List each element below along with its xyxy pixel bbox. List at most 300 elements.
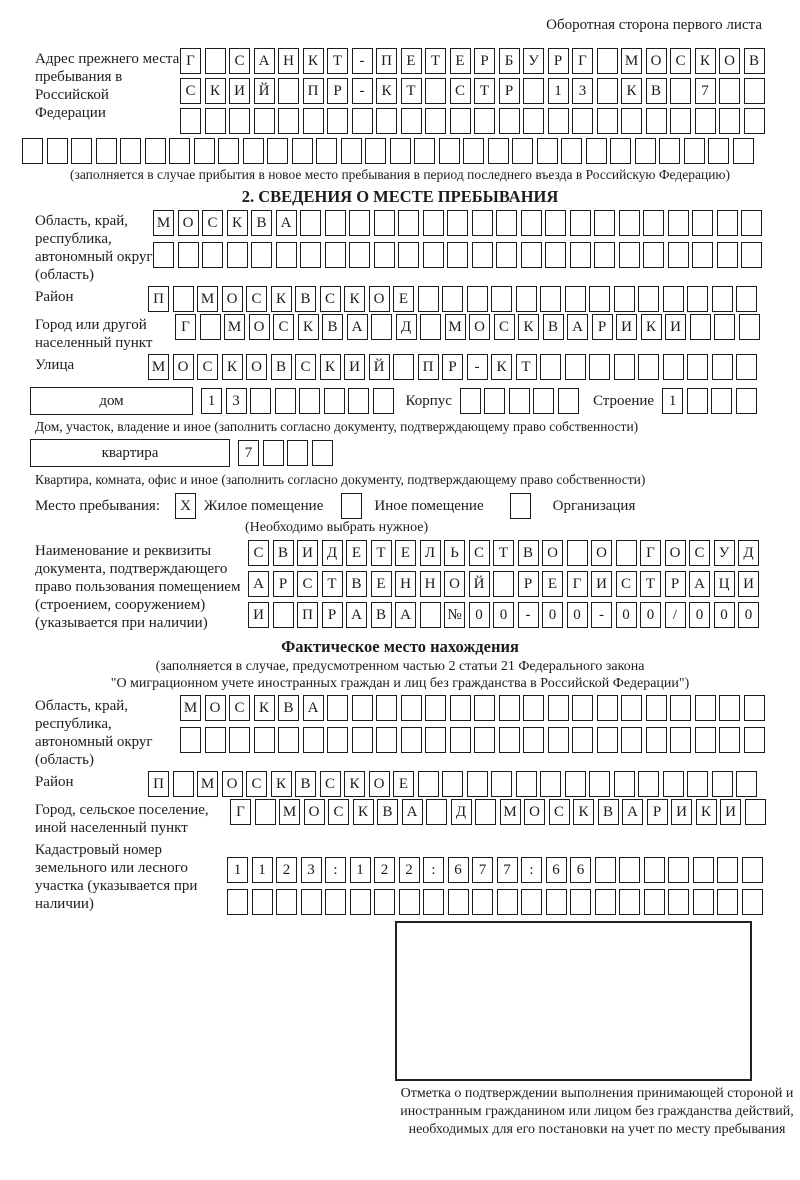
- char-cell[interactable]: [695, 727, 716, 753]
- char-cell[interactable]: Е: [450, 48, 471, 74]
- char-cell[interactable]: [744, 695, 765, 721]
- char-cell[interactable]: Е: [395, 540, 416, 566]
- char-cell[interactable]: Г: [572, 48, 593, 74]
- char-cell[interactable]: [741, 242, 762, 268]
- char-cell[interactable]: [474, 108, 495, 134]
- char-cell[interactable]: [420, 602, 441, 628]
- char-cell[interactable]: Т: [640, 571, 661, 597]
- char-cell[interactable]: А: [248, 571, 269, 597]
- char-cell[interactable]: [712, 771, 733, 797]
- char-cell[interactable]: С: [616, 571, 637, 597]
- char-cell[interactable]: К: [271, 286, 292, 312]
- char-cell[interactable]: [276, 889, 297, 915]
- char-cell[interactable]: О: [369, 286, 390, 312]
- char-cell[interactable]: [499, 108, 520, 134]
- char-cell[interactable]: [744, 727, 765, 753]
- char-cell[interactable]: В: [598, 799, 619, 825]
- char-cell[interactable]: [708, 138, 729, 164]
- char-cell[interactable]: Т: [516, 354, 537, 380]
- char-cell[interactable]: [205, 727, 226, 753]
- char-cell[interactable]: Т: [401, 78, 422, 104]
- char-cell[interactable]: С: [297, 571, 318, 597]
- char-cell[interactable]: [325, 210, 346, 236]
- char-cell[interactable]: [516, 286, 537, 312]
- char-cell[interactable]: Г: [567, 571, 588, 597]
- char-cell[interactable]: 2: [276, 857, 297, 883]
- char-cell[interactable]: [619, 857, 640, 883]
- char-cell[interactable]: [545, 242, 566, 268]
- char-cell[interactable]: [493, 571, 514, 597]
- char-cell[interactable]: [153, 242, 174, 268]
- char-cell[interactable]: [523, 727, 544, 753]
- char-cell[interactable]: С: [494, 314, 515, 340]
- char-cell[interactable]: [420, 314, 441, 340]
- char-cell[interactable]: [371, 314, 392, 340]
- char-cell[interactable]: [418, 286, 439, 312]
- char-cell[interactable]: [670, 78, 691, 104]
- char-cell[interactable]: Д: [322, 540, 343, 566]
- char-cell[interactable]: [472, 242, 493, 268]
- char-cell[interactable]: [439, 138, 460, 164]
- char-cell[interactable]: О: [246, 354, 267, 380]
- char-cell[interactable]: 6: [546, 857, 567, 883]
- char-cell[interactable]: [398, 210, 419, 236]
- char-cell[interactable]: [374, 889, 395, 915]
- char-cell[interactable]: [521, 210, 542, 236]
- char-cell[interactable]: [301, 889, 322, 915]
- char-cell[interactable]: [71, 138, 92, 164]
- char-cell[interactable]: [202, 242, 223, 268]
- char-cell[interactable]: К: [376, 78, 397, 104]
- char-cell[interactable]: [376, 695, 397, 721]
- char-cell[interactable]: :: [423, 857, 444, 883]
- char-cell[interactable]: -: [467, 354, 488, 380]
- char-cell[interactable]: Т: [493, 540, 514, 566]
- char-cell[interactable]: [200, 314, 221, 340]
- char-cell[interactable]: [646, 695, 667, 721]
- char-cell[interactable]: [638, 354, 659, 380]
- char-cell[interactable]: В: [273, 540, 294, 566]
- char-cell[interactable]: 0: [493, 602, 514, 628]
- char-cell[interactable]: Е: [542, 571, 563, 597]
- char-cell[interactable]: [692, 210, 713, 236]
- char-cell[interactable]: В: [646, 78, 667, 104]
- char-cell[interactable]: С: [246, 771, 267, 797]
- char-cell[interactable]: [425, 108, 446, 134]
- char-cell[interactable]: В: [295, 771, 316, 797]
- char-cell[interactable]: А: [395, 602, 416, 628]
- char-cell[interactable]: [373, 388, 394, 414]
- char-cell[interactable]: :: [325, 857, 346, 883]
- char-cell[interactable]: 3: [572, 78, 593, 104]
- char-cell[interactable]: [744, 108, 765, 134]
- char-cell[interactable]: [173, 771, 194, 797]
- char-cell[interactable]: [619, 210, 640, 236]
- char-cell[interactable]: К: [695, 48, 716, 74]
- char-cell[interactable]: М: [621, 48, 642, 74]
- char-cell[interactable]: [450, 727, 471, 753]
- char-cell[interactable]: Т: [425, 48, 446, 74]
- char-cell[interactable]: О: [469, 314, 490, 340]
- char-cell[interactable]: [712, 286, 733, 312]
- char-cell[interactable]: [423, 889, 444, 915]
- char-cell[interactable]: Т: [371, 540, 392, 566]
- char-cell[interactable]: [565, 771, 586, 797]
- char-cell[interactable]: [719, 695, 740, 721]
- char-cell[interactable]: А: [346, 602, 367, 628]
- char-cell[interactable]: [572, 727, 593, 753]
- char-cell[interactable]: О: [542, 540, 563, 566]
- char-cell[interactable]: М: [153, 210, 174, 236]
- char-cell[interactable]: [263, 440, 284, 466]
- char-cell[interactable]: К: [641, 314, 662, 340]
- char-cell[interactable]: Р: [665, 571, 686, 597]
- char-cell[interactable]: [668, 210, 689, 236]
- char-cell[interactable]: [327, 695, 348, 721]
- char-cell[interactable]: 1: [548, 78, 569, 104]
- char-cell[interactable]: В: [322, 314, 343, 340]
- char-cell[interactable]: 0: [640, 602, 661, 628]
- char-cell[interactable]: -: [591, 602, 612, 628]
- char-cell[interactable]: [145, 138, 166, 164]
- char-cell[interactable]: [695, 695, 716, 721]
- char-cell[interactable]: С: [295, 354, 316, 380]
- char-cell[interactable]: И: [665, 314, 686, 340]
- char-cell[interactable]: [744, 78, 765, 104]
- char-cell[interactable]: [619, 242, 640, 268]
- char-cell[interactable]: [548, 727, 569, 753]
- char-cell[interactable]: [594, 242, 615, 268]
- char-cell[interactable]: М: [500, 799, 521, 825]
- char-cell[interactable]: [523, 78, 544, 104]
- char-cell[interactable]: [733, 138, 754, 164]
- char-cell[interactable]: [693, 889, 714, 915]
- char-cell[interactable]: [278, 108, 299, 134]
- char-cell[interactable]: П: [418, 354, 439, 380]
- char-cell[interactable]: А: [254, 48, 275, 74]
- char-cell[interactable]: [194, 138, 215, 164]
- char-cell[interactable]: [287, 440, 308, 466]
- char-cell[interactable]: К: [573, 799, 594, 825]
- char-cell[interactable]: [496, 210, 517, 236]
- char-cell[interactable]: [243, 138, 264, 164]
- char-cell[interactable]: [303, 727, 324, 753]
- char-cell[interactable]: [178, 242, 199, 268]
- char-cell[interactable]: [463, 138, 484, 164]
- char-cell[interactable]: [251, 242, 272, 268]
- char-cell[interactable]: -: [518, 602, 539, 628]
- char-cell[interactable]: [643, 210, 664, 236]
- char-cell[interactable]: И: [229, 78, 250, 104]
- char-cell[interactable]: О: [304, 799, 325, 825]
- char-cell[interactable]: [376, 727, 397, 753]
- char-cell[interactable]: Р: [273, 571, 294, 597]
- char-cell[interactable]: [659, 138, 680, 164]
- char-cell[interactable]: [488, 138, 509, 164]
- char-cell[interactable]: [548, 108, 569, 134]
- char-cell[interactable]: [425, 695, 446, 721]
- char-cell[interactable]: [352, 727, 373, 753]
- char-cell[interactable]: [638, 286, 659, 312]
- char-cell[interactable]: [690, 314, 711, 340]
- char-cell[interactable]: П: [376, 48, 397, 74]
- char-cell[interactable]: 1: [350, 857, 371, 883]
- char-cell[interactable]: Г: [230, 799, 251, 825]
- char-cell[interactable]: И: [344, 354, 365, 380]
- char-cell[interactable]: К: [205, 78, 226, 104]
- char-cell[interactable]: М: [445, 314, 466, 340]
- char-cell[interactable]: 0: [714, 602, 735, 628]
- char-cell[interactable]: О: [222, 771, 243, 797]
- char-cell[interactable]: [614, 771, 635, 797]
- char-cell[interactable]: О: [444, 571, 465, 597]
- char-cell[interactable]: Р: [499, 78, 520, 104]
- char-cell[interactable]: [472, 210, 493, 236]
- char-cell[interactable]: [714, 314, 735, 340]
- char-cell[interactable]: [376, 108, 397, 134]
- char-cell[interactable]: [423, 210, 444, 236]
- char-cell[interactable]: К: [303, 48, 324, 74]
- char-cell[interactable]: В: [371, 602, 392, 628]
- char-cell[interactable]: В: [518, 540, 539, 566]
- char-cell[interactable]: С: [549, 799, 570, 825]
- char-cell[interactable]: К: [621, 78, 642, 104]
- char-cell[interactable]: П: [297, 602, 318, 628]
- char-cell[interactable]: [497, 889, 518, 915]
- char-cell[interactable]: [742, 857, 763, 883]
- char-cell[interactable]: Р: [322, 602, 343, 628]
- char-cell[interactable]: С: [320, 286, 341, 312]
- char-cell[interactable]: И: [591, 571, 612, 597]
- char-cell[interactable]: Е: [393, 286, 414, 312]
- char-cell[interactable]: И: [248, 602, 269, 628]
- char-cell[interactable]: [423, 242, 444, 268]
- char-cell[interactable]: К: [491, 354, 512, 380]
- char-cell[interactable]: М: [224, 314, 245, 340]
- char-cell[interactable]: [22, 138, 43, 164]
- char-cell[interactable]: А: [402, 799, 423, 825]
- char-cell[interactable]: [474, 695, 495, 721]
- char-cell[interactable]: У: [523, 48, 544, 74]
- char-cell[interactable]: 6: [570, 857, 591, 883]
- char-cell[interactable]: Е: [393, 771, 414, 797]
- char-cell[interactable]: [252, 889, 273, 915]
- char-cell[interactable]: О: [369, 771, 390, 797]
- char-cell[interactable]: [739, 314, 760, 340]
- char-cell[interactable]: Д: [738, 540, 759, 566]
- char-cell[interactable]: [254, 727, 275, 753]
- char-cell[interactable]: К: [344, 286, 365, 312]
- char-cell[interactable]: [442, 286, 463, 312]
- char-cell[interactable]: [589, 771, 610, 797]
- char-cell[interactable]: [365, 138, 386, 164]
- char-cell[interactable]: [254, 108, 275, 134]
- char-cell[interactable]: [663, 771, 684, 797]
- char-cell[interactable]: С: [689, 540, 710, 566]
- char-cell[interactable]: Г: [175, 314, 196, 340]
- char-cell[interactable]: [472, 889, 493, 915]
- char-cell[interactable]: [589, 354, 610, 380]
- char-cell[interactable]: [229, 108, 250, 134]
- char-cell[interactable]: [695, 108, 716, 134]
- char-cell[interactable]: К: [344, 771, 365, 797]
- char-cell[interactable]: Е: [401, 48, 422, 74]
- char-cell[interactable]: [292, 138, 313, 164]
- char-cell[interactable]: [572, 108, 593, 134]
- char-cell[interactable]: М: [148, 354, 169, 380]
- char-cell[interactable]: С: [328, 799, 349, 825]
- char-cell[interactable]: П: [148, 771, 169, 797]
- char-cell[interactable]: [610, 138, 631, 164]
- char-cell[interactable]: С: [229, 695, 250, 721]
- char-cell[interactable]: С: [670, 48, 691, 74]
- char-cell[interactable]: [180, 727, 201, 753]
- char-cell[interactable]: [668, 889, 689, 915]
- char-cell[interactable]: К: [353, 799, 374, 825]
- char-cell[interactable]: К: [227, 210, 248, 236]
- char-cell[interactable]: [644, 889, 665, 915]
- char-cell[interactable]: [597, 48, 618, 74]
- char-cell[interactable]: [693, 857, 714, 883]
- char-cell[interactable]: Г: [640, 540, 661, 566]
- char-cell[interactable]: [467, 286, 488, 312]
- char-cell[interactable]: С: [180, 78, 201, 104]
- char-cell[interactable]: [540, 354, 561, 380]
- char-cell[interactable]: Т: [322, 571, 343, 597]
- char-cell[interactable]: [745, 799, 766, 825]
- char-cell[interactable]: [316, 138, 337, 164]
- char-cell[interactable]: [300, 210, 321, 236]
- char-cell[interactable]: [509, 388, 530, 414]
- char-cell[interactable]: [565, 354, 586, 380]
- char-cell[interactable]: В: [377, 799, 398, 825]
- char-cell[interactable]: [467, 771, 488, 797]
- char-cell[interactable]: [401, 108, 422, 134]
- char-cell[interactable]: [692, 242, 713, 268]
- char-cell[interactable]: [540, 286, 561, 312]
- char-cell[interactable]: [537, 138, 558, 164]
- char-cell[interactable]: [533, 388, 554, 414]
- char-cell[interactable]: [496, 242, 517, 268]
- char-cell[interactable]: [635, 138, 656, 164]
- char-cell[interactable]: [646, 108, 667, 134]
- char-cell[interactable]: М: [279, 799, 300, 825]
- char-cell[interactable]: 3: [226, 388, 247, 414]
- char-cell[interactable]: [589, 286, 610, 312]
- char-cell[interactable]: У: [714, 540, 735, 566]
- char-cell[interactable]: [425, 727, 446, 753]
- char-cell[interactable]: Й: [469, 571, 490, 597]
- char-cell[interactable]: Й: [254, 78, 275, 104]
- char-cell[interactable]: [450, 695, 471, 721]
- char-cell[interactable]: [250, 388, 271, 414]
- char-cell[interactable]: Й: [369, 354, 390, 380]
- char-cell[interactable]: [614, 286, 635, 312]
- char-cell[interactable]: [717, 889, 738, 915]
- char-cell[interactable]: [169, 138, 190, 164]
- char-cell[interactable]: [352, 695, 373, 721]
- char-cell[interactable]: [719, 727, 740, 753]
- char-cell[interactable]: П: [303, 78, 324, 104]
- char-cell[interactable]: 1: [201, 388, 222, 414]
- char-cell[interactable]: [227, 242, 248, 268]
- char-cell[interactable]: И: [720, 799, 741, 825]
- char-cell[interactable]: Е: [346, 540, 367, 566]
- char-cell[interactable]: [670, 695, 691, 721]
- char-cell[interactable]: Р: [442, 354, 463, 380]
- char-cell[interactable]: [418, 771, 439, 797]
- char-cell[interactable]: [717, 242, 738, 268]
- char-cell[interactable]: [597, 695, 618, 721]
- char-cell[interactable]: [491, 286, 512, 312]
- char-cell[interactable]: [719, 108, 740, 134]
- char-cell[interactable]: [374, 210, 395, 236]
- char-cell[interactable]: С: [450, 78, 471, 104]
- char-cell[interactable]: [643, 242, 664, 268]
- char-cell[interactable]: Е: [371, 571, 392, 597]
- char-cell[interactable]: [327, 108, 348, 134]
- char-cell[interactable]: [460, 388, 481, 414]
- char-cell[interactable]: [736, 771, 757, 797]
- char-cell[interactable]: Н: [395, 571, 416, 597]
- char-cell[interactable]: [275, 388, 296, 414]
- char-cell[interactable]: О: [591, 540, 612, 566]
- char-cell[interactable]: 0: [738, 602, 759, 628]
- char-cell[interactable]: [567, 540, 588, 566]
- char-cell[interactable]: [684, 138, 705, 164]
- char-cell[interactable]: [614, 354, 635, 380]
- char-cell[interactable]: [205, 48, 226, 74]
- char-cell[interactable]: К: [298, 314, 319, 340]
- char-cell[interactable]: В: [271, 354, 292, 380]
- char-cell[interactable]: [572, 695, 593, 721]
- char-cell[interactable]: [561, 138, 582, 164]
- char-cell[interactable]: В: [251, 210, 272, 236]
- char-cell[interactable]: О: [524, 799, 545, 825]
- char-cell[interactable]: [594, 210, 615, 236]
- char-cell[interactable]: [619, 889, 640, 915]
- char-cell[interactable]: М: [180, 695, 201, 721]
- stay-type-checkbox-organization[interactable]: [510, 493, 531, 519]
- char-cell[interactable]: О: [205, 695, 226, 721]
- char-cell[interactable]: /: [665, 602, 686, 628]
- char-cell[interactable]: [597, 727, 618, 753]
- char-cell[interactable]: [218, 138, 239, 164]
- char-cell[interactable]: 1: [662, 388, 683, 414]
- char-cell[interactable]: [325, 242, 346, 268]
- char-cell[interactable]: И: [738, 571, 759, 597]
- char-cell[interactable]: Д: [451, 799, 472, 825]
- char-cell[interactable]: Р: [548, 48, 569, 74]
- char-cell[interactable]: К: [271, 771, 292, 797]
- char-cell[interactable]: 0: [567, 602, 588, 628]
- char-cell[interactable]: А: [303, 695, 324, 721]
- char-cell[interactable]: [491, 771, 512, 797]
- char-cell[interactable]: Ь: [444, 540, 465, 566]
- char-cell[interactable]: С: [248, 540, 269, 566]
- char-cell[interactable]: [521, 242, 542, 268]
- char-cell[interactable]: 0: [616, 602, 637, 628]
- char-cell[interactable]: [616, 540, 637, 566]
- char-cell[interactable]: [399, 889, 420, 915]
- char-cell[interactable]: Т: [327, 48, 348, 74]
- char-cell[interactable]: И: [297, 540, 318, 566]
- char-cell[interactable]: С: [469, 540, 490, 566]
- char-cell[interactable]: Р: [327, 78, 348, 104]
- char-cell[interactable]: С: [246, 286, 267, 312]
- char-cell[interactable]: [546, 889, 567, 915]
- char-cell[interactable]: [621, 695, 642, 721]
